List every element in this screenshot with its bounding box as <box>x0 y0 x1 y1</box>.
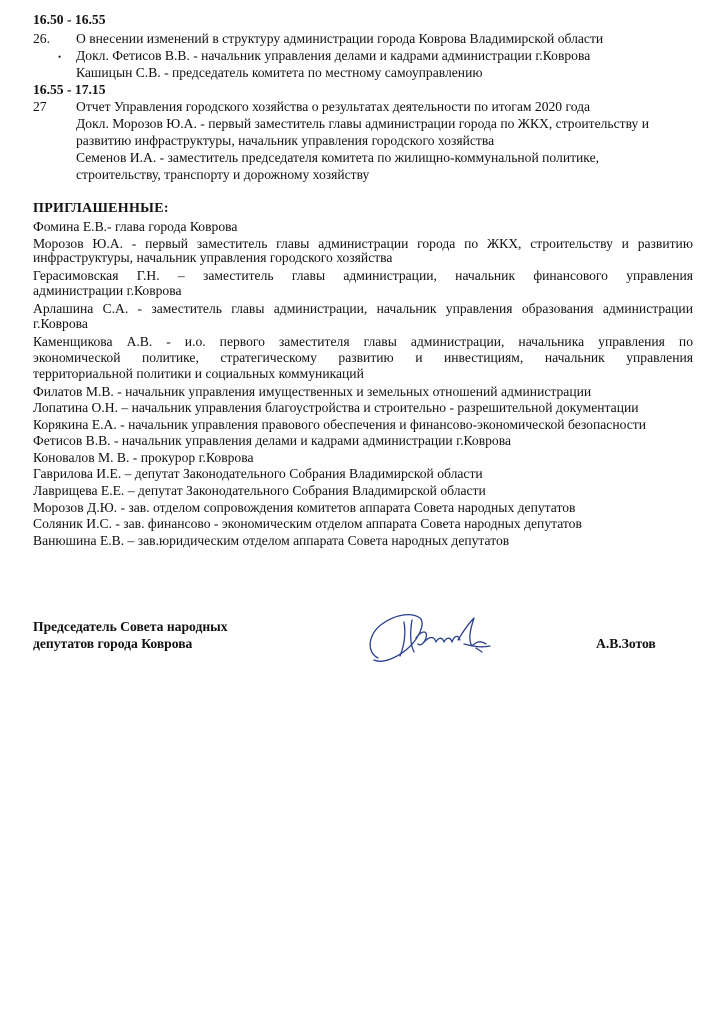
agenda-time: 16.55 - 17.15 <box>33 82 106 97</box>
signatory-title: Председатель Совета народных <box>33 619 228 634</box>
agenda-speaker: Докл. Фетисов В.В. - начальник управления делами и кадрами администрации г.Коврова <box>76 48 591 63</box>
invited-line: Морозов Д.Ю. - зав. отделом сопровождения комитетов аппарата Совета народных депутатов <box>33 500 576 515</box>
invited-line: Филатов М.В. - начальник управления имущественных и земельных отношений администрации <box>33 384 592 399</box>
agenda-title: Отчет Управления городского хозяйства о результатах деятельности по итогам 2020 года <box>76 99 591 114</box>
agenda-time: 16.50 - 16.55 <box>33 12 106 27</box>
invited-line: Ванюшина Е.В. – зав.юридическим отделом аппарата Совета народных депутатов <box>33 533 510 548</box>
handwritten-signature <box>360 600 500 672</box>
agenda-speaker: строительству, транспорту и дорожному хозяйству <box>76 167 370 182</box>
bullet-mark: • <box>58 52 62 62</box>
invited-line: Корякина Е.А. - начальник управления правового обеспечения и финансово-экономической безопасности <box>33 417 646 432</box>
agenda-number: 26. <box>33 31 50 46</box>
agenda-speaker: Семенов И.А. - заместитель председателя комитета по жилищно-коммунальной политике, <box>76 150 600 165</box>
invited-line: Лопатина О.Н. – начальник управления благоустройства и строительно - разрешительной документации <box>33 400 639 415</box>
invited-heading: ПРИГЛАШЕННЫЕ: <box>33 201 169 216</box>
invited-line: Коновалов М. В. - прокурор г.Коврова <box>33 450 254 465</box>
invited-line: Фетисов В.В. - начальник управления делами и кадрами администрации г.Коврова <box>33 433 511 448</box>
invited-line: территориальной политики и социальных коммуникаций <box>33 366 364 381</box>
agenda-speaker: Кашицын С.В. - председатель комитета по местному самоуправлению <box>76 65 483 80</box>
invited-line: Гаврилова И.Е. – депутат Законодательного Собрания Владимирской области <box>33 466 483 481</box>
invited-line: администрации г.Коврова <box>33 283 182 298</box>
agenda-speaker: развитию инфраструктуры, начальник управления городского хозяйства <box>76 133 495 148</box>
agenda-title: О внесении изменений в структуру администрации города Коврова Владимирской области <box>76 31 604 46</box>
invited-line: Фомина Е.В.- глава города Коврова <box>33 219 238 234</box>
signatory-title: депутатов города Коврова <box>33 636 193 651</box>
invited-line: инфраструктуры, начальник управления городского хозяйства <box>33 250 393 265</box>
invited-line: Лаврищева Е.Е. – депутат Законодательного Собрания Владимирской области <box>33 483 486 498</box>
invited-line: Герасимовская Г.Н. – заместитель главы администрации, начальник финансового управления <box>33 268 693 283</box>
signatory-name: А.В.Зотов <box>596 636 656 651</box>
agenda-number: 27 <box>33 99 47 114</box>
agenda-speaker: Докл. Морозов Ю.А. - первый заместитель главы администрации города по ЖКХ, строительству и <box>76 116 650 131</box>
invited-line: Морозов Ю.А. - первый заместитель главы администрации города по ЖКХ, строительству и развитию <box>33 236 693 251</box>
invited-line: Арлашина С.А. - заместитель главы администрации, начальник управления образования администрации <box>33 301 693 316</box>
invited-line: г.Коврова <box>33 316 88 331</box>
invited-line: Соляник И.С. - зав. финансово - экономическим отделом аппарата Совета народных депутатов <box>33 516 582 531</box>
invited-line: экономической политике, стратегическому развитию и инвестициям, начальник управления <box>33 350 693 365</box>
invited-line: Каменщикова А.В. - и.о. первого заместителя главы администрации, начальника управления по <box>33 334 693 349</box>
